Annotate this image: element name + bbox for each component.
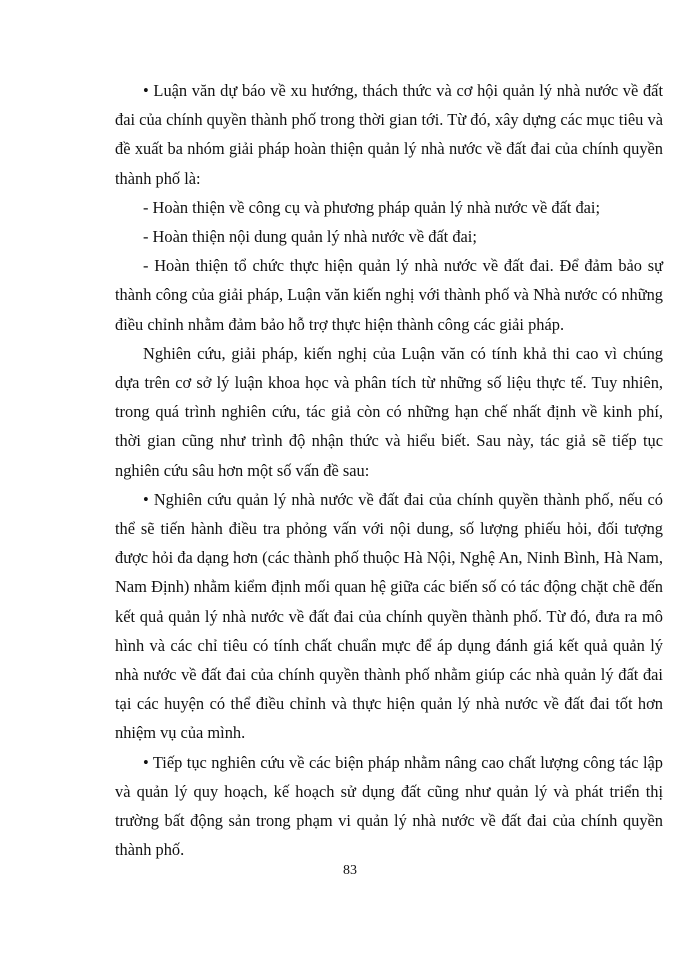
document-body — [115, 76, 663, 864]
paragraph-solution-organization: - Hoàn thiện tổ chức thực hiện quản lý nhà nước về đất đai. Để đảm bảo sự thành công của giải pháp, Luận văn kiến nghị với thành phố và Nhà nước có những điều chỉnh nhằm đảm bảo hỗ trợ thực hiện thành công các giải pháp. — [115, 256, 663, 334]
page-number: 83 — [343, 863, 357, 878]
paragraph-future-research-1: • Nghiên cứu quản lý nhà nước về đất đai của chính quyền thành phố, nếu có thể sẽ tiến hành điều tra phỏng vấn với nội dung, số lượng phiếu hỏi, đối tượng được hỏi đa dạng hơn (các thành phố thuộc Hà Nội, Nghệ An, Ninh Bình, Hà Nam, Nam Định) nhằm kiểm định mối quan hệ giữa các biến số có tác động chặt chẽ đến kết quả quản lý nhà nước về đất đai của chính quyền thành phố. Từ đó, đưa ra mô hình và các chỉ tiêu có tính chất chuẩn mực để áp dụng đánh giá kết quả quản lý nhà nước về đất đai của chính quyền thành phố nhằm giúp các nhà quản lý đất đai tại các huyện có thể điều chỉnh và thực hiện quản lý nhà nước về đất đai tốt hơn nhiệm vụ của mình. — [115, 489, 663, 743]
paragraph-future-research-2: • Tiếp tục nghiên cứu về các biện pháp nhằm nâng cao chất lượng công tác lập và quản lý quy hoạch, kế hoạch sử dụng đất cũng như quản lý và phát triển thị trường bất động sản trong phạm vi quản lý nhà nước về đất đai của chính quyền thành phố. — [115, 752, 663, 860]
paragraph-solution-content: - Hoàn thiện nội dung quản lý nhà nước về đất đai; — [143, 227, 477, 247]
paragraph-forecast: • Luận văn dự báo về xu hướng, thách thức và cơ hội quản lý nhà nước về đất đai của chính quyền thành phố trong thời gian tới. Từ đó, xây dựng các mục tiêu và đề xuất ba nhóm giải pháp hoàn thiện quản lý nhà nước về đất đai của chính quyền thành phố là: — [115, 81, 663, 188]
paragraph-feasibility: Nghiên cứu, giải pháp, kiến nghị của Luận văn có tính khả thi cao vì chúng dựa trên cơ sở lý luận khoa học và phân tích từ những số liệu thực tế. Tuy nhiên, trong quá trình nghiên cứu, tác giả còn có những hạn chế nhất định về kinh phí, thời gian cũng như trình độ nhận thức và hiểu biết. Sau này, tác giả sẽ tiếp tục nghiên cứu sâu hơn một số vấn đề sau: — [115, 343, 663, 480]
paragraph-solution-tools: - Hoàn thiện về công cụ và phương pháp quản lý nhà nước về đất đai; — [143, 197, 601, 217]
